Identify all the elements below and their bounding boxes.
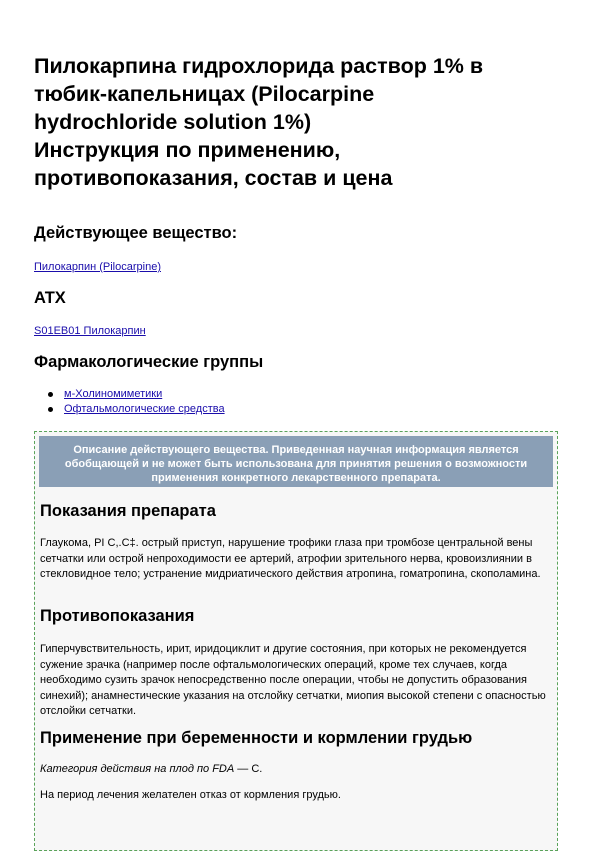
active-substance-link[interactable]: Пилокарпин (Pilocarpine) (34, 261, 161, 273)
contraindications-text: Гиперчувствительность, ирит, иридоциклит и другие состояния, при которых не рекомендуется сужение зрачка (например после офтальмологических операций, кроме тех случаев, когда необходимо сузить зрачок непосредственно после операции, чтобы не допустить образования синехий); анамнестические указания на отслойку сетчатки, миопия высокой степени с опасностью отслойки сетчатки. (40, 643, 546, 717)
pharm-groups-list (34, 387, 225, 417)
title-line-2: тюбик-капельницах (Pilocarpine (34, 82, 375, 106)
pharm-groups-heading: Фармакологические группы (34, 353, 264, 371)
fda-category-label: Категория действия на плод по FDA (40, 763, 235, 775)
disclaimer-banner: Описание действующего вещества. Приведенная научная информация является обобщающей и не может быть использована для принятия решения о возможности применения конкретного лекарственного препарата. (39, 436, 553, 487)
title-line-5: противопоказания, состав и цена (34, 166, 393, 190)
pharm-group-link[interactable]: Офтальмологические средства (64, 403, 225, 415)
atc-link[interactable]: S01EB01 Пилокарпин (34, 325, 146, 337)
fda-category (40, 762, 556, 778)
list-item (34, 402, 225, 417)
fda-category-value: — C. (234, 763, 263, 775)
indications-text: Глаукома, PI C,.C‡. острый приступ, нарушение трофики глаза при тромбозе центральной вены сетчатки или острой непроходимости ее артерий, атрофии зрительного нерва, кровоизлиянии в стекловидное тело; устранение мидриатического действия атропина, гоматропина, скополамина. (40, 537, 541, 580)
indications-heading: Показания препарата (40, 502, 216, 520)
pregnancy-heading: Применение при беременности и кормлении грудью (40, 729, 473, 747)
breastfeeding-text: На период лечения желателен отказ от кормления грудью. (40, 789, 341, 801)
substance-info-box (34, 431, 558, 851)
title-line-3: hydrochloride solution 1%) (34, 110, 312, 134)
bullet-icon (48, 407, 53, 412)
title-line-1: Пилокарпина гидрохлорида раствор 1% в (34, 54, 484, 78)
atc-heading: ATX (34, 289, 66, 307)
page-title (34, 52, 564, 192)
bullet-icon (48, 392, 53, 397)
pharm-group-link[interactable]: м-Холиномиметики (64, 388, 163, 400)
list-item (34, 387, 225, 402)
contraindications-heading: Противопоказания (40, 607, 195, 625)
title-line-4: Инструкция по применению, (34, 138, 341, 162)
active-substance-heading: Действующее вещество: (34, 224, 238, 242)
